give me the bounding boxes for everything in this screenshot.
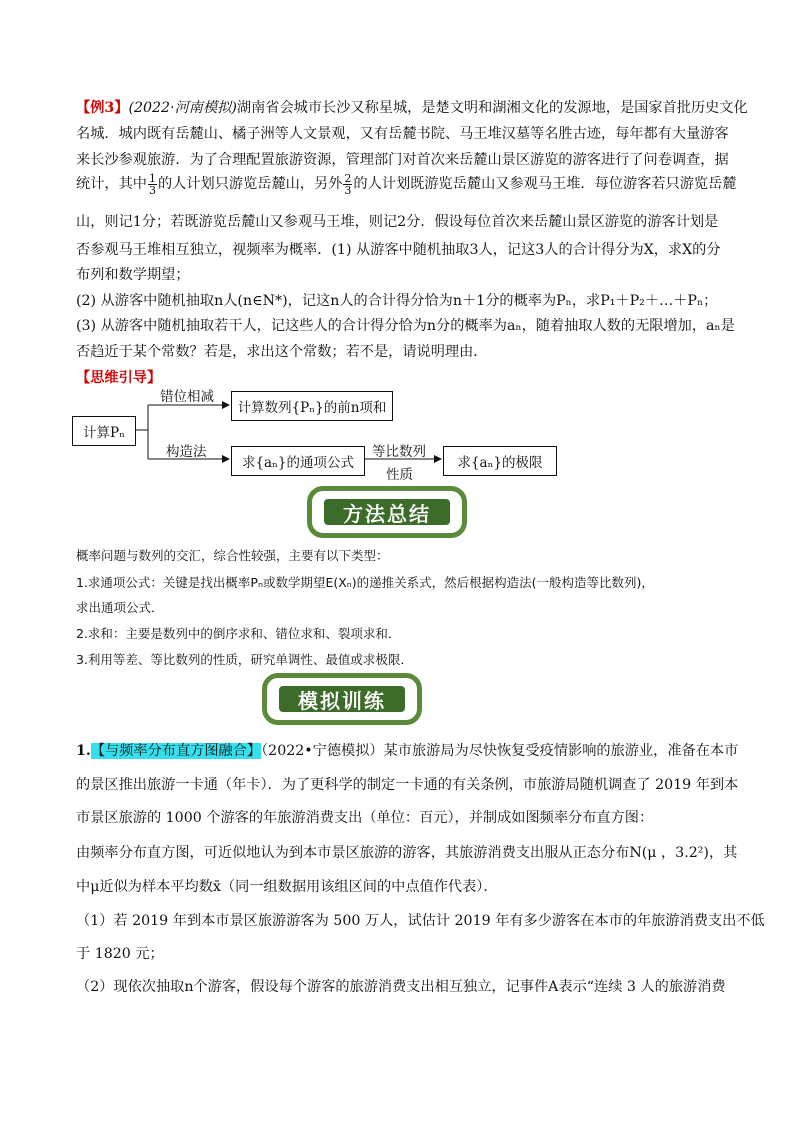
example-question-2: (2) 从游客中随机抽取n人(n∈N*)，记这n人的合计得分恰为n＋1分的概率为Pₙ，求P₁＋P₂＋…＋Pₙ；: [76, 293, 718, 309]
training-line-6: （1）若 2019 年到本市景区旅游游客为 500 万人，试估计 2019 年有多少游客在本市的年旅游消费支出不低: [76, 913, 765, 929]
flow-edge-mid-bottom-label: 性质: [386, 467, 413, 483]
flow-edge-bottom-label: 构造法: [166, 444, 207, 460]
flow-start-box: 计算Pₙ: [72, 416, 136, 446]
method-point-2: 2.求和：主要是数列中的倒序求和、错位求和、裂项求和．: [76, 626, 401, 641]
example-source: (2022·河南模拟): [128, 100, 237, 116]
example-line-2: 名城．城内既有岳麓山、橘子洲等人文景观，又有岳麓书院、马王堆汉墓等名胜古迹，每年都有大量游客: [76, 126, 729, 142]
example-line-1: 【例3】(2022·河南模拟)湖南省会城市长沙又称星城，是楚文明和湖湘文化的发源地，是国家首批历史文化: [76, 100, 748, 116]
example-line-6: 否参观马王堆相互独立，视频率为概率．(1) 从游客中随机抽取3人，记这3人的合计得分为X，求X的分: [76, 242, 721, 258]
thinking-heading: 【思维引导】: [76, 370, 162, 386]
method-summary-banner: [307, 486, 467, 538]
example-question-3b: 否趋近于某个常数？若是，求出这个常数；若不是，请说明理由．: [76, 344, 488, 360]
example-line-3: 来长沙参观旅游．为了合理配置旅游资源，管理部门对首次来岳麓山景区游览的游客进行了问卷调查，据: [76, 152, 729, 168]
training-line-4: 由频率分布直方图，可近似地认为到本市景区旅游的游客，其旅游消费支出服从正态分布N(μ ，3.2²)，其: [76, 845, 738, 861]
training-line-2: 的景区推出旅游一卡通（年卡）．为了更科学的制定一卡通的有关条例，市旅游局随机调查了 2019 年到本: [76, 777, 739, 793]
training-line-1: 1.【与频率分布直方图融合】（2022•宁德模拟）某市旅游局为尽快恢复受疫情影响的旅游业，准备在本市: [76, 743, 739, 759]
problem-tag: 【与频率分布直方图融合】: [90, 743, 262, 759]
method-intro: 概率问题与数列的交汇，综合性较强，主要有以下类型：: [76, 548, 389, 563]
fraction-two-thirds: $\frac{2}{3}$: [344, 171, 352, 197]
example-question-3a: (3) 从游客中随机抽取若干人，记这些人的合计得分恰为n分的概率为aₙ，随着抽取人数的无限增加，aₙ是: [76, 318, 735, 334]
method-point-1b: 求出通项公式．: [76, 600, 164, 615]
example-line-7: 布列和数学期望；: [76, 267, 190, 283]
training-line-8: （2）现依次抽取n个游客，假设每个游客的旅游消费支出相互独立，记事件A表示“连续 3 人的旅游消费: [76, 979, 726, 995]
example-tag: 【例3】: [76, 100, 129, 116]
example-line-5: 山，则记1分；若既游览岳麓山又参观马王堆，则记2分．假设每位首次来岳麓山景区游览的游客计划是: [76, 214, 719, 230]
method-summary-title: 方法总结: [324, 499, 450, 525]
training-title: 模拟训练: [279, 686, 405, 712]
example-line-4: 统计，其中 $\frac{1}{3}$ 的人计划只游览岳麓山，另外 $\frac{2}{3}$ 的人计划既游览岳麓山又参观马王堆．每位游客若只游览岳麓: [76, 171, 737, 197]
method-point-1a: 1.求通项公式：关键是找出概率Pₙ或数学期望E(Xₙ)的递推关系式，然后根据构造法(一般构造等比数列)，: [76, 575, 654, 590]
flow-box-limit: 求{aₙ}的极限: [443, 446, 557, 476]
flow-edge-mid-top-label: 等比数列: [372, 444, 426, 460]
training-line-3: 市景区旅游的 1000 个游客的年旅游消费支出（单位：百元），并制成如图频率分布直方图：: [76, 810, 654, 826]
flow-box-general-term: 求{aₙ}的通项公式: [231, 446, 365, 476]
fraction-one-third: $\frac{1}{3}$: [148, 171, 156, 197]
problem-number: 1.: [76, 743, 91, 759]
method-point-3: 3.利用等差、等比数列的性质，研究单调性、最值或求极限．: [76, 652, 413, 667]
training-banner: [262, 673, 422, 725]
flow-box-sum: 计算数列{Pₙ}的前n项和: [231, 391, 393, 421]
flow-edge-top-label: 错位相减: [160, 389, 214, 405]
training-line-7: 于 1820 元；: [76, 946, 164, 962]
training-line-5: 中μ近似为样本平均数x̄（同一组数据用该组区间的中点值作代表）．: [76, 879, 498, 895]
